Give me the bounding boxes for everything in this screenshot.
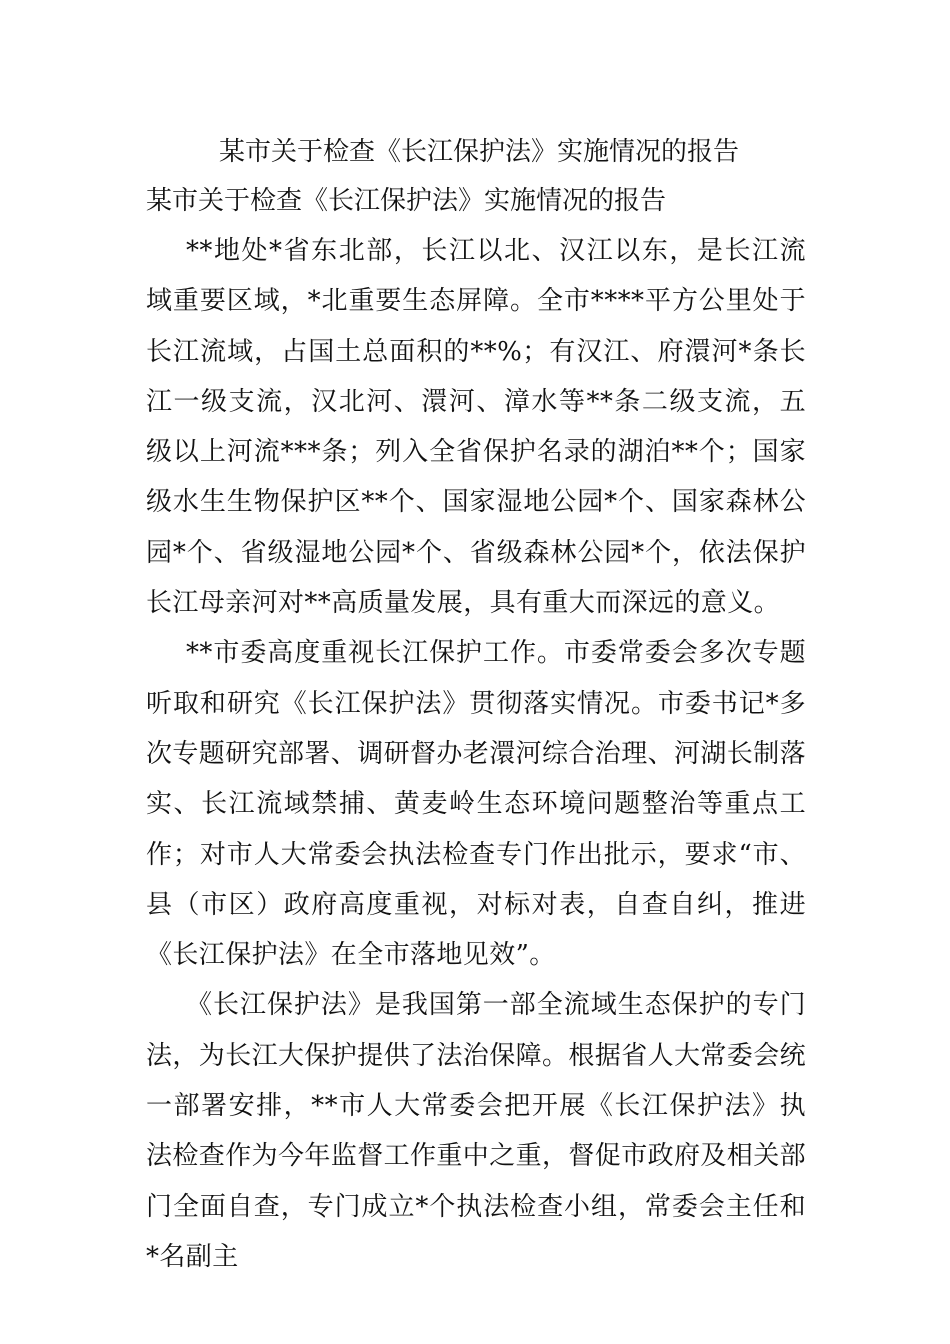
paragraph-3: 《长江保护法》是我国第一部全流域生态保护的专门法，为长江大保护提供了法治保障。根据省人大常委会统一部署安排，**市人大常委会把开展《长江保护法》执法检查作为今年监督工作重中之重，督促市政府及相关部门全面自查，专门成立*个执法检查小组，常委会主任和*名副主 — [146, 990, 807, 1272]
document-title: 某市关于检查《长江保护法》实施情况的报告 — [219, 137, 740, 167]
document-body — [146, 128, 806, 1282]
paragraph-1: **地处*省东北部，长江以北、汉江以东，是长江流域重要区域，*北重要生态屏障。全市****平方公里处于长江流域，占国土总面积的**%；有汉江、府澴河*条长江一级支流，汉北河、澴河、漳水等**条二级支流，五级以上河流***条；列入全省保护名录的湖泊**个；国家级水生生物保护区**个、国家湿地公园*个、国家森林公园*个、省级湿地公园*个、省级森林公园*个，依法保护长江母亲河对**高质量发展，具有重大而深远的意义。 — [146, 236, 806, 619]
document-subtitle: 某市关于检查《长江保护法》实施情况的报告 — [146, 186, 667, 216]
paragraph-2: **市委高度重视长江保护工作。市委常委会多次专题听取和研究《长江保护法》贯彻落实情况。市委书记*多次专题研究部署、调研督办老澴河综合治理、河湖长制落实、长江流域禁捕、黄麦岭生态环境问题整治等重点工作；对市人大常委会执法检查专门作出批示，要求“市、县（市区）政府高度重视，对标对表，自查自纠，推进《长江保护法》在全市落地见效”。 — [146, 638, 807, 971]
